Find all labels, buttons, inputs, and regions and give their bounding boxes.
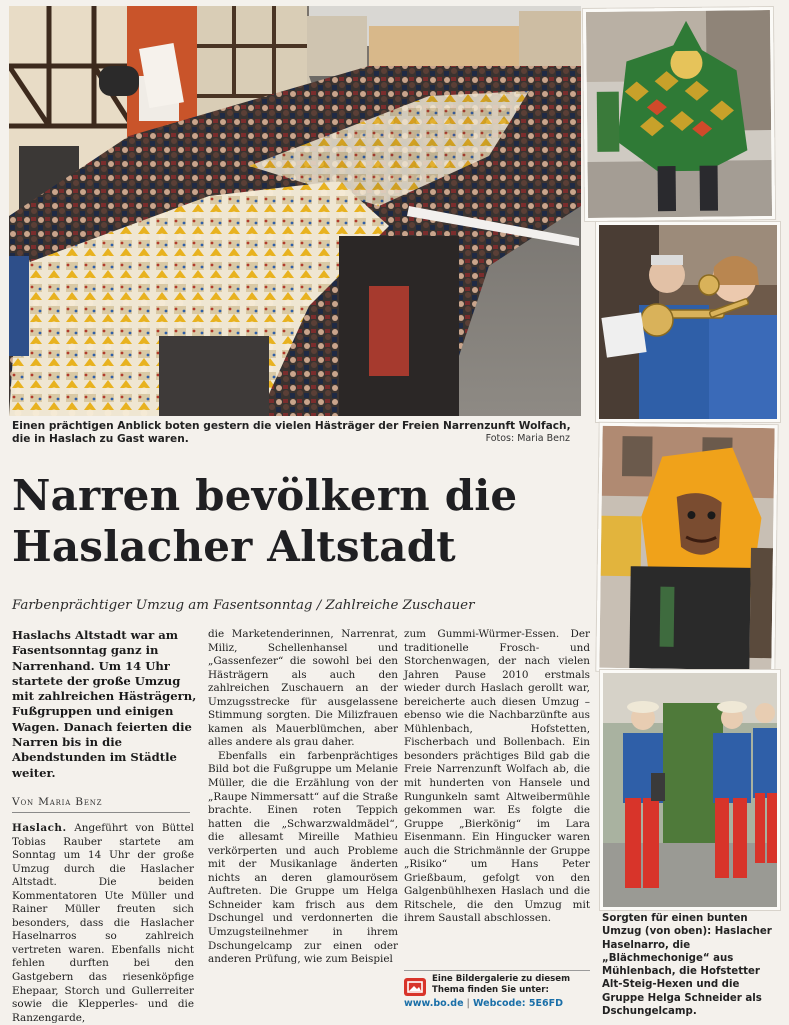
body-column-2 (208, 628, 398, 967)
gallery-separator: | (466, 998, 470, 1009)
side-photos-caption: Sorgten für einen bunten Umzug (von oben): Haslacher Haselnarro, die „Blächmechonige“ aus Mühlenbach, die Hofstetter Alt-Steig-Hexen und die Gruppe Helga Schneider als Dschungelcamp. (602, 913, 772, 1018)
gallery-url-link[interactable]: www.bo.de (404, 998, 464, 1009)
byline-divider (12, 812, 190, 813)
article-lead: Haslachs Altstadt war am Fasentsonntag ganz in Narrenhand. Um 14 Uhr startete der große Umzug mit zahlreichen Hästrägern, Fußgruppen und einigen Wagen. Danach feierten die Narren bis in die Abendstunden im Städtle weiter. (12, 628, 197, 780)
dateline: Haslach. (12, 822, 67, 834)
body-column-1-text: Angeführt von Büttel Tobias Rauber startete am Sonntag um 14 Uhr der große Umzug durch die Haslacher Altstadt. Die beiden Kommentatoren Ute Müller und Rainer Müller freuten sich besonders, dass die Haslacher Haselnarros so zahlreich vertreten waren. Ebenfalls nicht fehlen durften bei den Gastgebern das riesenköpfige Ehepaar, Storch und Gullerreiter sowie die Klepperles- und die Ranzengarde, (12, 822, 194, 1024)
article-subheadline: Farbenprächtiger Umzug am Fasentsonntag / Zahlreiche Zuschauer (12, 598, 475, 613)
side-photo-1 (583, 7, 775, 221)
webcode-value[interactable]: 5E6FD (528, 998, 563, 1009)
body-column-2-paragraph-2: Ebenfalls ein farbenprächtiges Bild bot die Fußgruppe um Melanie Müller, die die Erzählung von der „Raupe Nimmersatt“ auf die Straße brachte. Einen roten Teppich hatten die „Schwarzwaldmädel“, die allesamt Mireille Mathieu verkörperten und auch Probleme mit der Musikanlage änderten nichts an deren glamourösem Auftreten. Die Gruppe um Helga Schneider kam frisch aus dem Dschungel und verdonnerten die Umzugsteilnehmer in ihrem Dschungelcamp zur einen oder anderen Prüfung, wie zum Beispiel (208, 749, 398, 966)
main-photo-caption: Einen prächtigen Anblick boten gestern die vielen Hästräger der Freien Narrenzunft Wolfach, die in Haslach zu Gast waren. (12, 420, 571, 445)
headline-line-2: Haslacher Altstadt (12, 522, 456, 571)
main-photo (9, 6, 581, 416)
body-column-3-text: zum Gummi-Würmer-Essen. Der traditionelle Frosch- und Storchenwagen, der nach vielen Jahren Pause 2010 erstmals wieder durch Haslach gerollt war, bereicherte auch diesen Umzug – ebenso wie die Nachbarzünfte aus Mühlenbach, Hofstetten, Fischerbach und Bollenbach. Ein besonders prächtiges Bild gab die Freie Narrenzunft Wolfach ab, die mit hunderten von Hansele und Rungunkeln samt Altweibermühle gekommen war. Es folgte die Gruppe „Bierkönig“ im Lara Eisenmann. Ein Hingucker waren auch die Strichmännle der Gruppe „Risiko“ um Hans Peter Grießbaum, gefolgt von den Galgenbühlhexen Haslach und die Ritschele, die den Umzug mit ihrem Saustall abschlossen. (404, 628, 590, 925)
webcode-label: Webcode: (473, 998, 526, 1009)
gallery-link-box (404, 970, 590, 1011)
costumed-group-photo-icon (603, 673, 777, 907)
photo-gallery-icon (404, 978, 426, 996)
side-photo-3 (596, 423, 777, 673)
headline-line-1: Narren bevölkern die (12, 471, 518, 520)
article-headline (12, 470, 592, 572)
photo-credit: Fotos: Maria Benz (485, 433, 570, 444)
side-photo-2 (596, 222, 780, 422)
yellow-witch-mask-photo-icon (599, 426, 774, 670)
body-column-3 (404, 628, 590, 926)
gallery-link-text: Eine Bildergalerie zu diesem Thema finden Sie unter: (432, 974, 571, 995)
parade-crowd-photo-icon (9, 6, 581, 416)
green-jester-photo-icon (586, 10, 772, 218)
byline: Von Maria Benz (12, 796, 103, 808)
body-column-1 (12, 822, 194, 1025)
body-column-2-paragraph-1: die Marketenderinnen, Narrenrat, Miliz, Schellenhansel und „Gassenfezer“ die sowohl bei den Hästrägern als auch den zahlreichen Zuschauern an der Umzugsstrecke für ausgelassene Stimmung sorgten. Die Milizfrauen kamen als Mauerblümchen, aber alles andere als grau daher. (208, 628, 398, 749)
trumpet-players-photo-icon (599, 225, 777, 419)
gallery-link-row (404, 999, 594, 1010)
side-photo-4 (600, 670, 780, 910)
